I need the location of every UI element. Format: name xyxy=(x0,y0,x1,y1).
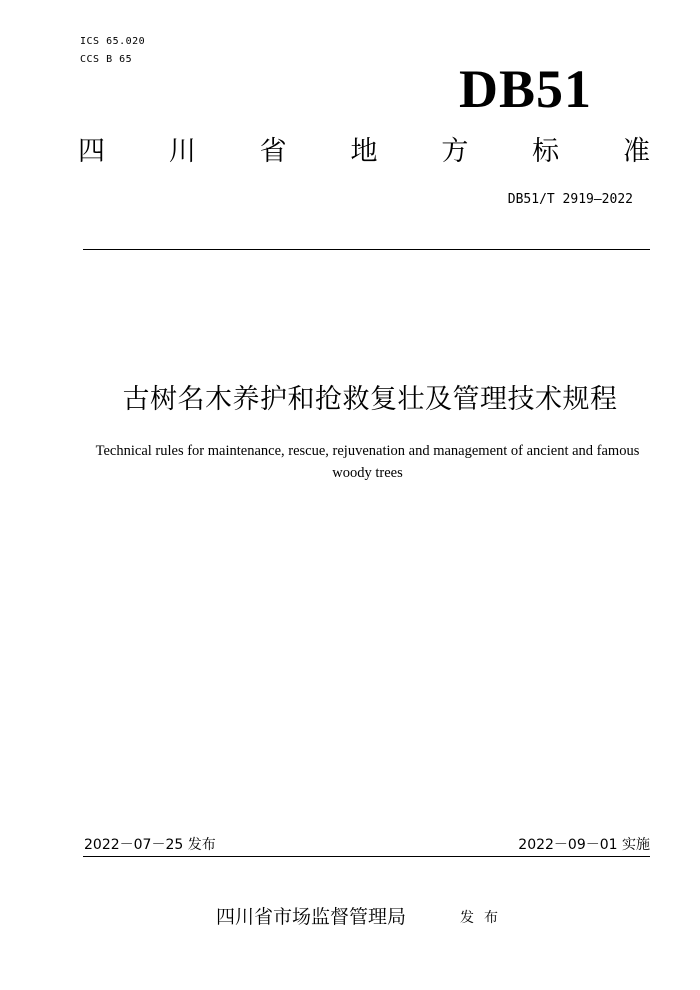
standard-type-char: 四 xyxy=(78,136,105,167)
standard-type-char: 川 xyxy=(168,136,196,167)
standard-type-char: 方 xyxy=(441,136,469,167)
issuing-authority: 四川省市场监督管理局 xyxy=(216,906,407,928)
issue-label: 发布 xyxy=(460,910,508,926)
footer-divider xyxy=(83,856,650,857)
ccs-code: CCS B 65 xyxy=(80,54,133,65)
implement-date: 2022－09－01 实施 xyxy=(518,837,650,853)
standard-type-heading xyxy=(78,132,650,172)
ics-code: ICS 65.020 xyxy=(80,36,146,47)
standard-number: DB51/T 2919—2022 xyxy=(507,192,633,207)
header-divider xyxy=(83,249,650,250)
standard-type-char: 省 xyxy=(259,136,287,167)
publish-date: 2022－07－25 发布 xyxy=(84,837,216,853)
standard-logo: DB51 xyxy=(458,59,592,119)
standard-type-char: 准 xyxy=(622,136,650,167)
standard-type-char: 地 xyxy=(350,136,378,167)
document-title-english: Technical rules for maintenance, rescue, rejuvenation and management of ancient and famous woody trees xyxy=(95,443,640,481)
standard-type-char: 标 xyxy=(532,136,560,167)
document-title-chinese: 古树名木养护和抢救复壮及管理技术规程 xyxy=(122,384,618,415)
